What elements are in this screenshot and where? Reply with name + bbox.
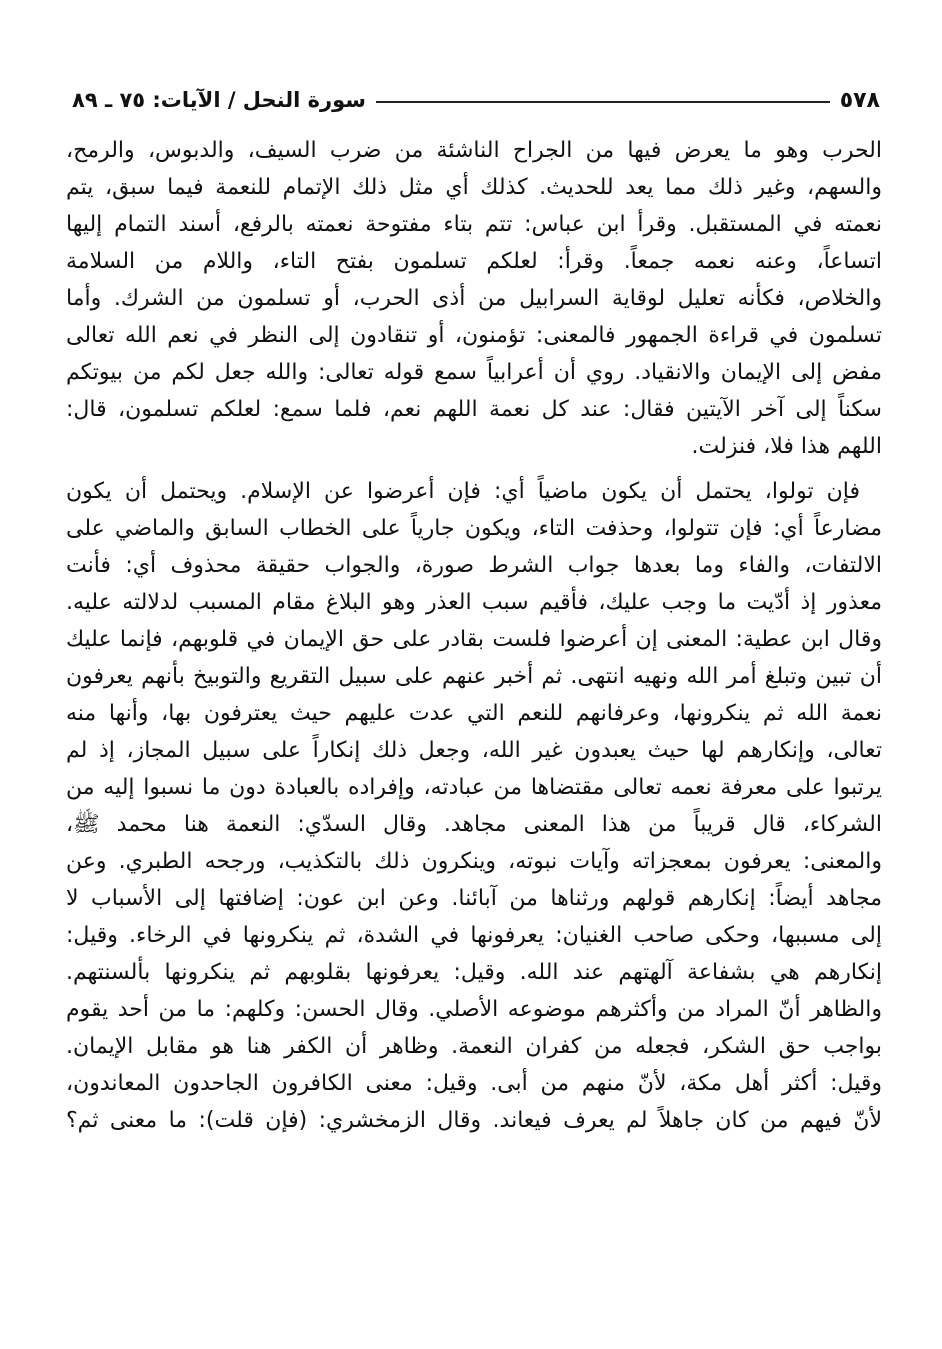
text-line: يرتبوا على معرفة نعمه تعالى مقتضاها من عبادته، وإفراده بالعبادة دون ما نسبوا إليه من	[66, 775, 882, 800]
text-line: تسلمون في قراءة الجمهور فالمعنى: تؤمنون، أو تنقادون إلى النظر في نعم الله تعالى	[66, 323, 882, 348]
text-line: نعمة الله ثم ينكرونها، وعرفانهم للنعم التي عدت عليهم حيث يعترفون بها، وأنها منه	[66, 701, 882, 726]
text-line: نعمته في المستقبل. وقرأ ابن عباس: تتم بتاء مفتوحة نعمته بالرفع، أسند التمام إليها	[66, 212, 882, 237]
text-line: والخلاص، فكأنه تعليل لوقاية السرابيل من أذى الحرب، أو تسلمون من الشرك. وأما	[66, 286, 882, 311]
paragraph-gap	[66, 465, 882, 473]
text-line: معذور إذ أدّيت ما وجب عليك، فأقيم سبب العذر وهو البلاغ مقام المسبب لدلالته عليه.	[66, 590, 882, 615]
paragraph-1	[66, 132, 882, 465]
running-title: سورة النحل / الآيات: ٧٥ ـ ٨٩	[72, 88, 366, 112]
text-line: الشركاء، قال قريباً من هذا المعنى مجاهد. وقال السدّي: النعمة هنا محمد ﷺ،	[66, 812, 882, 837]
text-line: وقال ابن عطية: المعنى إن أعرضوا فلست بقادر على حق الإيمان في قلوبهم، فإنما عليك	[66, 627, 882, 652]
text-line: فإن تولوا، يحتمل أن يكون ماضياً أي: فإن أعرضوا عن الإسلام. ويحتمل أن يكون	[66, 479, 860, 504]
text-line: إلى مسببها، وحكى صاحب الغنيان: يعرفونها في الشدة، ثم ينكرونها في الرخاء. وقيل:	[66, 923, 882, 948]
text-line: والمعنى: يعرفون بمعجزاته وآيات نبوته، وينكرون ذلك بالتكذيب، ورجحه الطبري. وعن	[66, 849, 882, 874]
text-line: مضارعاً أي: فإن تتولوا، وحذفت التاء، ويكون جارياً على الخطاب السابق والماضي على	[66, 516, 882, 541]
text-line: اتساعاً، وعنه نعمه جمعاً. وقرأ: لعلكم تسلمون بفتح التاء، واللام من السلامة	[66, 249, 882, 274]
text-line: اللهم هذا فلا، فنزلت.	[691, 434, 882, 459]
text-line: لأنّ فيهم من كان جاهلاً لم يعرف فيعاند. وقال الزمخشري: (فإن قلت): ما معنى ثم؟	[66, 1108, 882, 1133]
text-line: والظاهر أنّ المراد من وأكثرهم موضوعه الأصلي. وقال الحسن: وكلهم: ما من أحد يقوم	[66, 997, 882, 1022]
header-rule	[376, 101, 830, 103]
text-line: وقيل: أكثر أهل مكة، لأنّ منهم من أبى. وقيل: معنى الكافرون الجاحدون المعاندون،	[66, 1071, 882, 1096]
text-line: الالتفات، والفاء وما بعدها جواب الشرط صورة، والجواب حقيقة محذوف أي: فأنت	[66, 553, 882, 578]
text-line: تعالى، وإنكارهم لها حيث يعبدون غير الله، وجعل ذلك إنكاراً على سبيل المجاز، إذ لم	[66, 738, 882, 763]
text-line: مفض إلى الإيمان والانقياد. روي أن أعرابياً سمع قوله تعالى: والله جعل لكم من بيوتكم	[66, 360, 882, 385]
text-line: سكناً إلى آخر الآيتين فقال: عند كل نعمة اللهم نعم، فلما سمع: لعلكم تسلمون، قال:	[66, 397, 882, 422]
page-header	[72, 84, 880, 116]
page-number: ٥٧٨	[839, 87, 880, 113]
text-line: إنكارهم هي بشفاعة آلهتهم عند الله. وقيل: يعرفونها بقلوبهم ثم ينكرونها بألسنتهم.	[66, 960, 882, 985]
text-line: الحرب وهو ما يعرض فيها من الجراح الناشئة من ضرب السيف، والدبوس، والرمح،	[66, 138, 882, 163]
paragraph-2	[66, 473, 882, 1139]
text-line: أن تبين وتبلغ أمر الله ونهيه انتهى. ثم أخبر عنهم على سبيل التقريع والتوبيخ بأنهم يعرفون	[66, 664, 882, 689]
text-line: والسهم، وغير ذلك مما يعد للحديث. كذلك أي مثل ذلك الإتمام للنعمة فيما سبق، يتم	[66, 175, 882, 200]
body-text	[66, 132, 882, 1139]
text-line: بواجب حق الشكر، فجعله من كفران النعمة. وظاهر أن الكفر هنا هو مقابل الإيمان.	[66, 1034, 882, 1059]
text-line: مجاهد أيضاً: إنكارهم قولهم ورثناها من آبائنا. وعن ابن عون: إضافتها إلى الأسباب لا	[66, 886, 882, 911]
